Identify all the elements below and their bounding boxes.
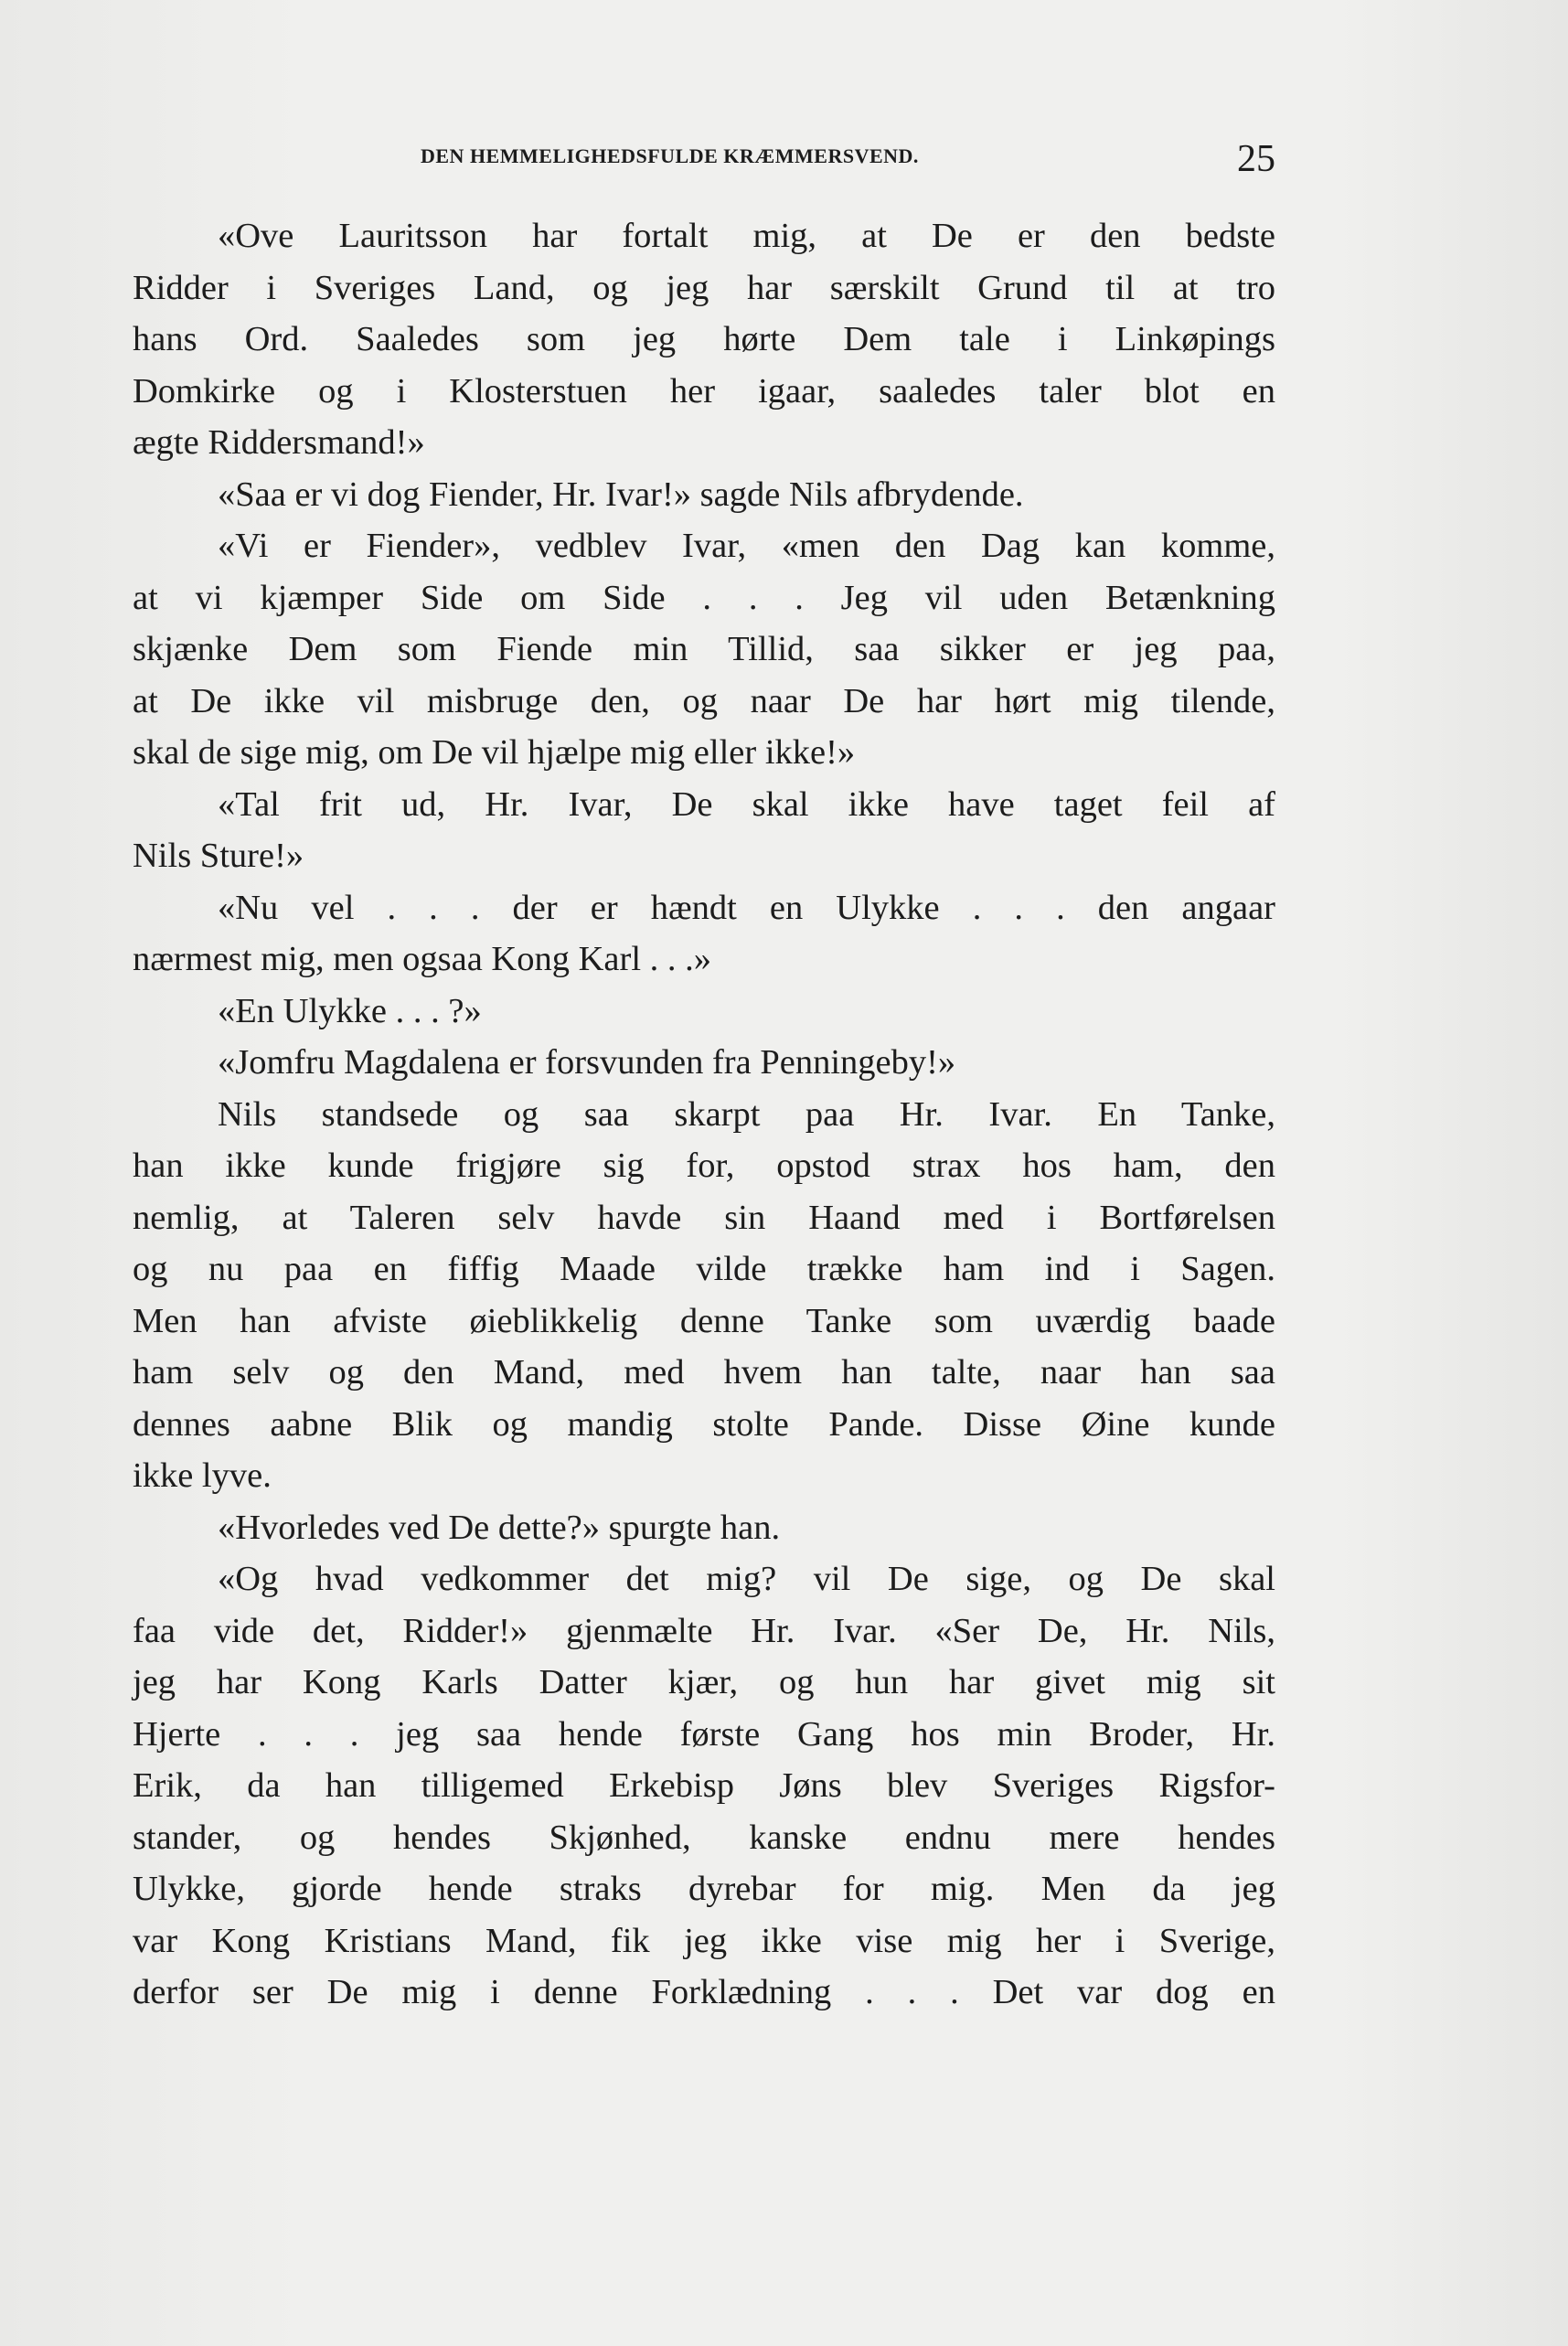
text-line: «En Ulykke . . . ?» [218,991,482,1030]
text-line: var Kong Kristians Mand, fik jeg ikke vise mig her i Sverige, [133,1921,1275,1960]
text-line: skal de sige mig, om De vil hjælpe mig eller ikke!» [133,733,856,772]
body-text [133,210,1275,2019]
text-line: og nu paa en fiffig Maade vilde trække ham ind i Sagen. [133,1250,1275,1288]
text-line: «Saa er vi dog Fiender, Hr. Ivar!» sagde Nils afbrydende. [218,475,1024,514]
text-line: nemlig, at Taleren selv havde sin Haand med i Bortførelsen [133,1198,1275,1237]
text-line: faa vide det, Ridder!» gjenmælte Hr. Ivar. «Ser De, Hr. Nils, [133,1611,1275,1650]
text-line: Domkirke og i Klosterstuen her igaar, saaledes taler blot en [133,371,1275,411]
text-line: ægte Riddersmand!» [133,423,425,462]
text-line: Nils Sture!» [133,837,304,875]
text-line: «Vi er Fiender», vedblev Ivar, «men den Dag kan komme, [218,527,1275,565]
text-line: «Hvorledes ved De dette?» spurgte han. [218,1508,781,1547]
text-line: hans Ord. Saaledes som jeg hørte Dem tale i Linkøpings [133,320,1275,358]
text-line: Nils standsede og saa skarpt paa Hr. Ivar. En Tanke, [218,1094,1275,1134]
text-line: Men han afviste øieblikkelig denne Tanke som uværdig baade [133,1301,1275,1340]
text-line: stander, og hendes Skjønhed, kanske endnu mere hendes [133,1818,1275,1857]
text-line: skjænke Dem som Fiende min Tillid, saa sikker er jeg paa, [133,630,1275,668]
text-line: Ridder i Sveriges Land, og jeg har særskilt Grund til at tro [133,268,1275,307]
text-line: «Og hvad vedkommer det mig? vil De sige, og De skal [218,1560,1275,1598]
page-header [133,137,1275,192]
text-line: «Ove Lauritsson har fortalt mig, at De er den bedste [218,217,1275,255]
text-line: nærmest mig, men ogsaa Kong Karl . . .» [133,940,712,978]
text-line: han ikke kunde frigjøre sig for, opstod strax hos ham, den [133,1146,1275,1185]
text-line: at De ikke vil misbruge den, og naar De har hørt mig tilende, [133,681,1275,720]
text-line: «Tal frit ud, Hr. Ivar, De skal ikke have taget feil af [218,784,1275,824]
text-line: jeg har Kong Karls Datter kjær, og hun har givet mig sit [133,1663,1275,1701]
running-title: DEN HEMMELIGHEDSFULDE KRÆMMERSVEND. [421,144,919,167]
text-line: Ulykke, gjorde hende straks dyrebar for mig. Men da jeg [133,1870,1275,1908]
text-line: Erik, da han tilligemed Erkebisp Jøns blev Sveriges Rigsfor- [133,1766,1275,1805]
page-number: 25 [1237,138,1275,180]
text-line: dennes aabne Blik og mandig stolte Pande. Disse Øine kunde [133,1404,1275,1444]
text-line: ikke lyve. [133,1456,272,1495]
text-line: «Jomfru Magdalena er forsvunden fra Penningeby!» [218,1043,956,1082]
text-line: at vi kjæmper Side om Side . . . Jeg vil uden Betænkning [133,578,1275,617]
text-line: «Nu vel . . . der er hændt en Ulykke . . . den angaar [218,888,1275,927]
text-line: derfor ser De mig i denne Forklædning . . . Det var dog en [133,1973,1275,2011]
text-line: ham selv og den Mand, med hvem han talte, naar han saa [133,1353,1275,1392]
text-line: Hjerte . . . jeg saa hende første Gang hos min Broder, Hr. [133,1714,1275,1754]
